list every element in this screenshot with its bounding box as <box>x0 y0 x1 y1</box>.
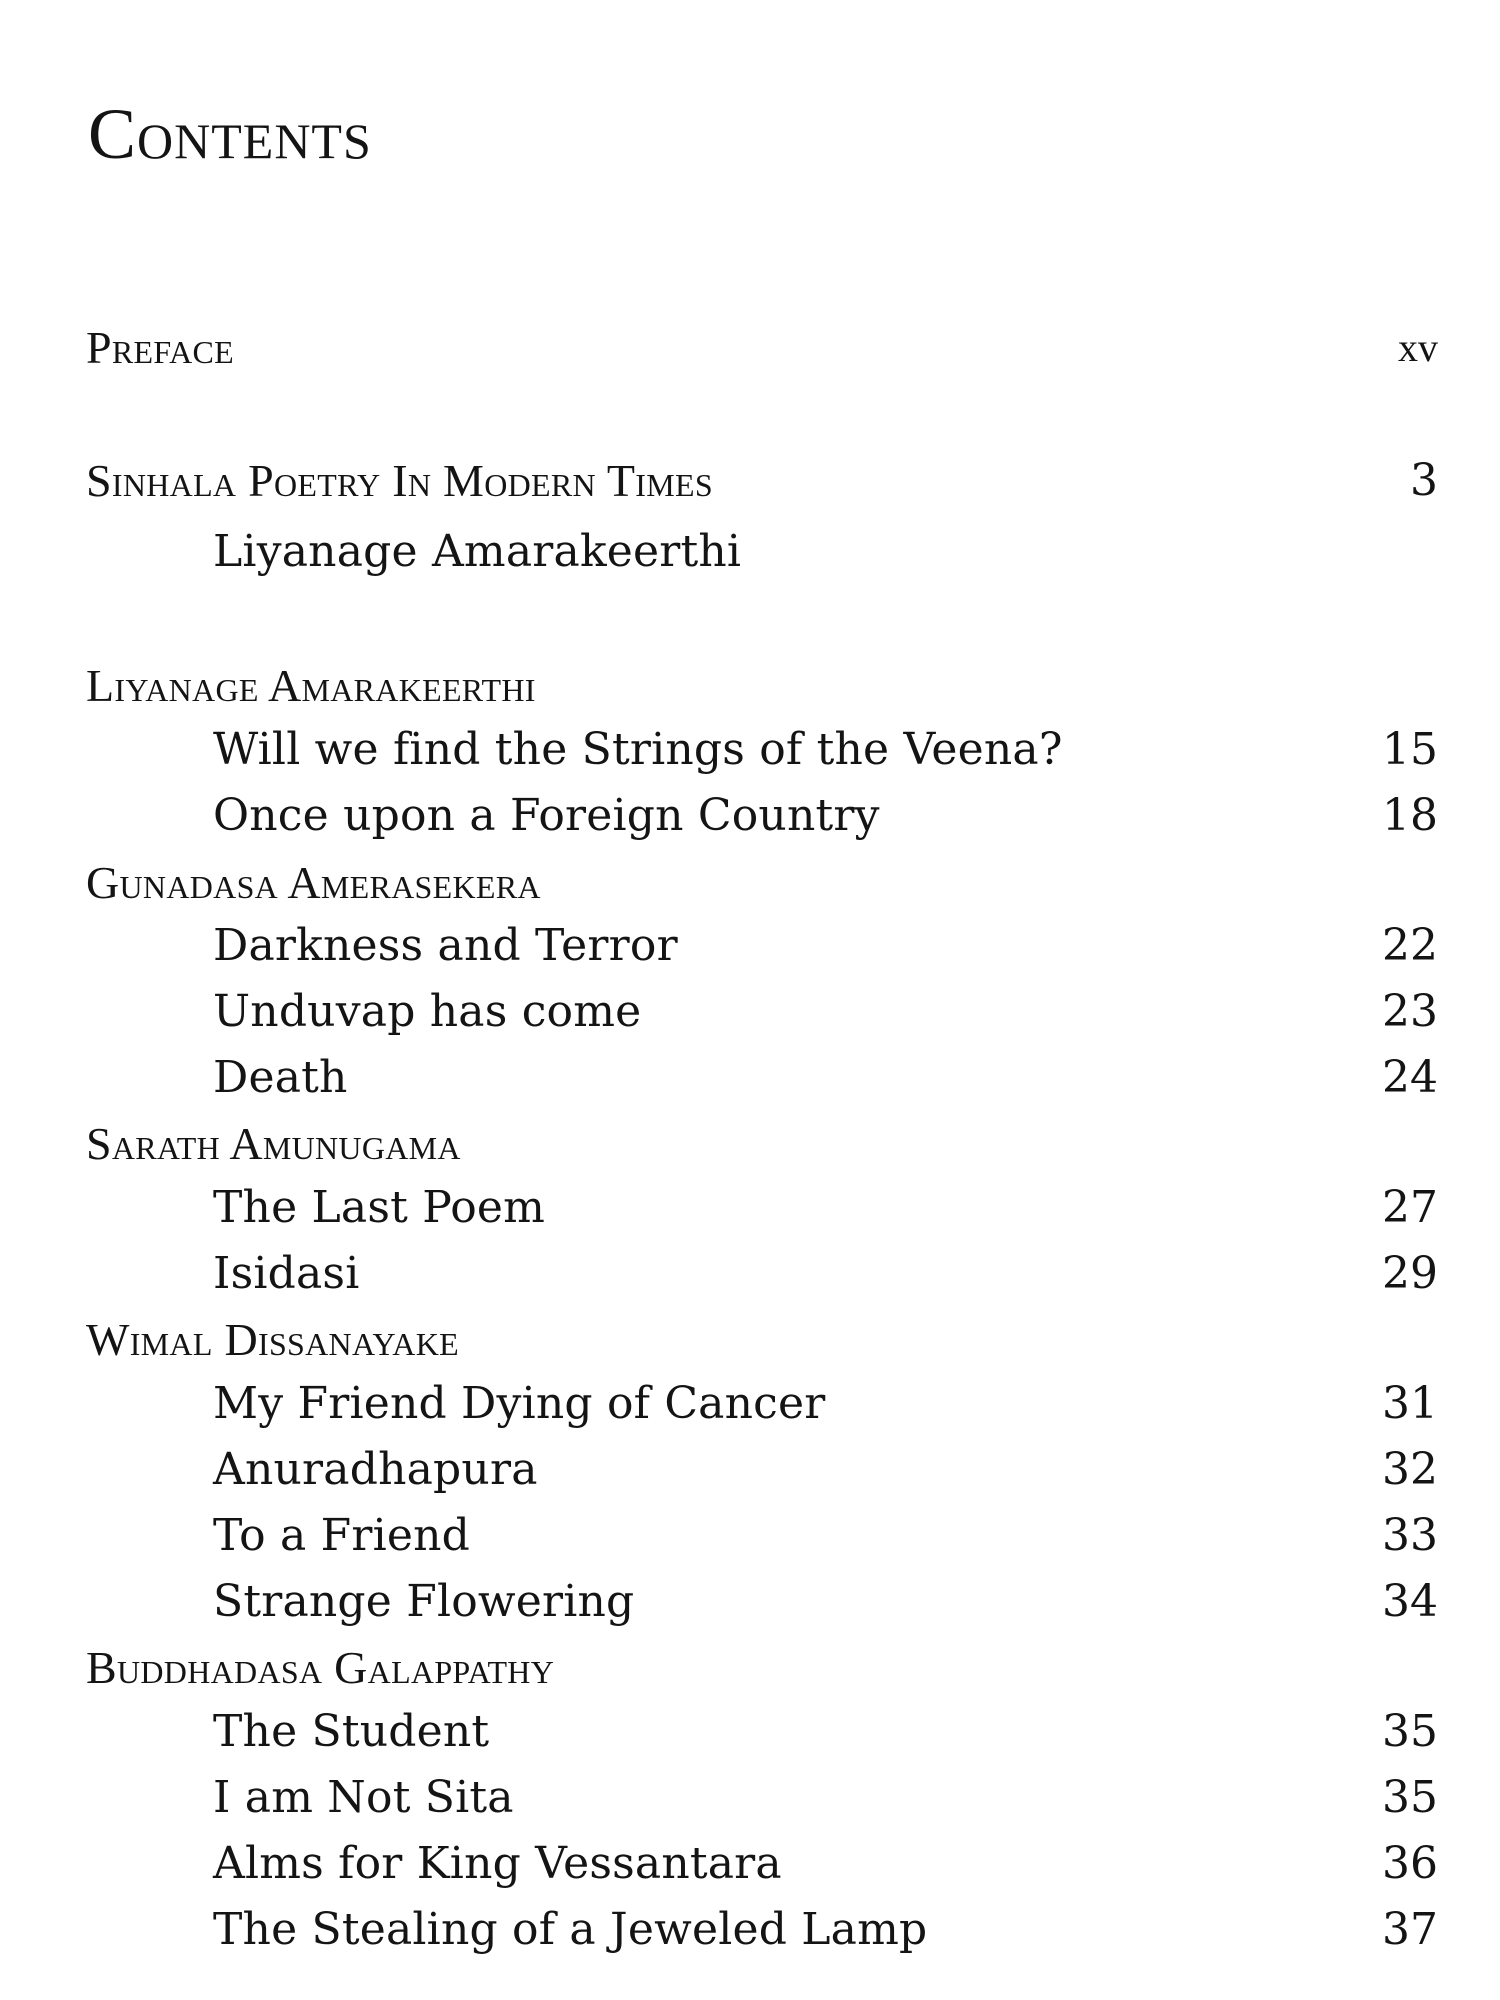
page-title: Contents <box>88 94 372 174</box>
page-number: 36 <box>1382 1838 1438 1889</box>
author-name: Sarath Amunugama <box>86 1118 461 1169</box>
toc-poem-entry <box>0 1834 1500 1894</box>
toc-author-heading <box>0 853 1500 913</box>
toc-poem-entry <box>0 1244 1500 1304</box>
page-number: 22 <box>1382 920 1438 971</box>
poem-title: To a Friend <box>213 1510 471 1561</box>
poem-title: Anuradhapura <box>213 1444 538 1495</box>
poem-title: Once upon a Foreign Country <box>213 790 880 841</box>
toc-entry-essay <box>0 451 1500 511</box>
toc-poem-entry <box>0 1048 1500 1108</box>
toc-poem-entry <box>0 720 1500 780</box>
toc-poem-entry <box>0 982 1500 1042</box>
poem-title: The Student <box>213 1706 490 1757</box>
author-name: Wimal Dissanayake <box>86 1314 459 1365</box>
author-name: Liyanage Amarakeerthi <box>86 660 536 711</box>
toc-poem-entry <box>0 1506 1500 1566</box>
page-number: 3 <box>1410 455 1438 506</box>
page-number: 35 <box>1382 1706 1438 1757</box>
page-number: 31 <box>1382 1378 1438 1429</box>
toc-poem-entry <box>0 786 1500 846</box>
toc-poem-entry <box>0 1572 1500 1632</box>
page-number: 27 <box>1382 1182 1438 1233</box>
toc-entry-preface <box>0 318 1500 378</box>
toc-author-heading <box>0 1310 1500 1370</box>
poem-title: Death <box>213 1052 348 1103</box>
page-number: 35 <box>1382 1772 1438 1823</box>
poem-title: Isidasi <box>213 1248 360 1299</box>
author-name: Gunadasa Amerasekera <box>86 857 541 908</box>
poem-title: Unduvap has come <box>213 986 642 1037</box>
poem-title: Will we find the Strings of the Veena? <box>213 724 1063 775</box>
poem-title: Strange Flowering <box>213 1576 635 1627</box>
page-number: 18 <box>1382 790 1438 841</box>
toc-poem-entry <box>0 916 1500 976</box>
entry-author: Liyanage Amarakeerthi <box>213 526 742 577</box>
page-number: 37 <box>1382 1904 1438 1955</box>
page-number: 32 <box>1382 1444 1438 1495</box>
page-number: 33 <box>1382 1510 1438 1561</box>
page-number: 24 <box>1382 1052 1438 1103</box>
poem-title: I am Not Sita <box>213 1772 514 1823</box>
toc-author-heading <box>0 656 1500 716</box>
toc-poem-entry <box>0 1900 1500 1960</box>
entry-title: Preface <box>86 322 234 373</box>
page-number: 29 <box>1382 1248 1438 1299</box>
poem-title: Darkness and Terror <box>213 920 678 971</box>
page-number: 15 <box>1382 724 1438 775</box>
toc-poem-entry <box>0 1702 1500 1762</box>
toc-poem-entry <box>0 1178 1500 1238</box>
toc-poem-entry <box>0 1440 1500 1500</box>
page-number: 34 <box>1382 1576 1438 1627</box>
page-number: 23 <box>1382 986 1438 1037</box>
poem-title: The Last Poem <box>213 1182 546 1233</box>
toc-entry-essay-author <box>0 522 1500 582</box>
toc-author-heading <box>0 1638 1500 1698</box>
entry-title: Sinhala Poetry In Modern Times <box>86 455 713 506</box>
toc-poem-entry <box>0 1768 1500 1828</box>
toc-author-heading <box>0 1114 1500 1174</box>
poem-title: The Stealing of a Jeweled Lamp <box>213 1904 928 1955</box>
poem-title: Alms for King Vessantara <box>213 1838 782 1889</box>
poem-title: My Friend Dying of Cancer <box>213 1378 826 1429</box>
toc-poem-entry <box>0 1374 1500 1434</box>
author-name: Buddhadasa Galappathy <box>86 1642 555 1693</box>
page-number: xv <box>1398 325 1438 370</box>
